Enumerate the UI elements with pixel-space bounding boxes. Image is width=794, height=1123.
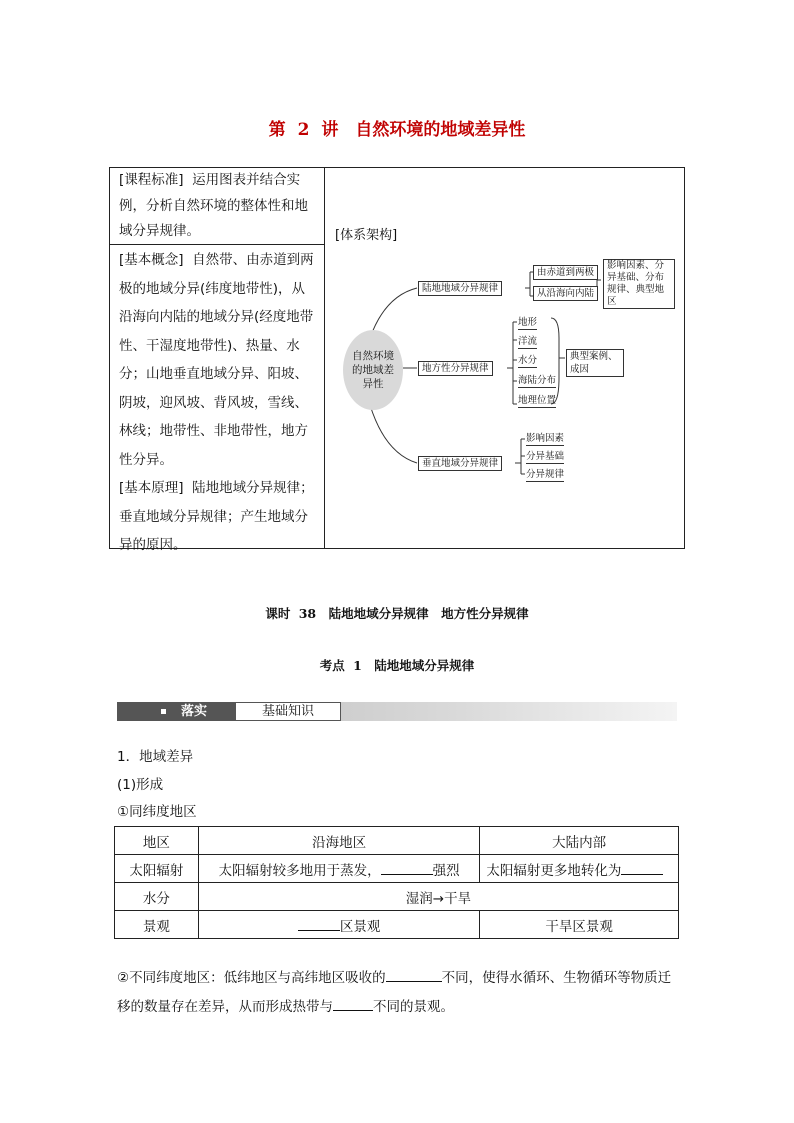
blank-line[interactable] xyxy=(298,917,340,931)
basic-concepts-tag: [基本概念] xyxy=(119,252,184,268)
intro-table xyxy=(109,167,685,553)
row-label-water: 水分 xyxy=(115,883,199,911)
branch-local-zonation: 地方性分异规律 xyxy=(418,361,493,376)
table-row xyxy=(115,855,679,883)
section-heading: 1．地域差异 xyxy=(117,749,194,765)
section-banner xyxy=(117,702,677,721)
basic-principles-tag: [基本原理] xyxy=(119,480,184,496)
cell-inland-radiation xyxy=(480,855,679,883)
sub-water: 水分 xyxy=(518,355,538,366)
basic-principles-text: 陆地地域分异规律；垂直地域分异规律；产生地域分异的原因。 xyxy=(119,480,314,553)
para-part-1: ②不同纬度地区：低纬地区与高纬地区吸收的 xyxy=(117,970,386,986)
bracket-branch2-detail xyxy=(551,318,565,404)
sub-ocean-currents: 洋流 xyxy=(518,336,538,347)
coastal-radiation-tail: 强烈 xyxy=(432,862,460,879)
table-header-cell: 地区 xyxy=(115,827,199,855)
chapter-title: 第 2 讲 自然环境的地域差异性 xyxy=(268,120,526,140)
sub-geographic-location: 地理位置 xyxy=(518,395,557,406)
framework-label: [体系架构] xyxy=(335,228,398,243)
section-subheading: (1)形成 xyxy=(117,777,164,793)
course-standard-tag: [课程标准] xyxy=(119,172,184,188)
sub-differentiation-basis: 分异基础 xyxy=(526,451,565,462)
topic-title: 考点 1 陆地地域分异规律 xyxy=(319,658,475,673)
blank-line[interactable] xyxy=(333,997,373,1011)
cell-coastal-landscape xyxy=(198,911,479,939)
para-part-2: 不同，使得水循环、生物循环等物质迁移的数量存在差异，从而形成热带与 xyxy=(117,970,672,1015)
sub-equator-to-poles: 由赤道到两极 xyxy=(533,265,598,280)
square-bullet-icon xyxy=(161,709,166,714)
concepts-block xyxy=(110,246,324,560)
table-row xyxy=(115,883,679,911)
course-standard-text: 运用图表并结合实例，分析自然环境的整体性和地域分异规律。 xyxy=(119,172,308,239)
sub-terrain: 地形 xyxy=(518,317,538,328)
banner-label: 基础知识 xyxy=(235,702,341,721)
table-header-cell: 大陆内部 xyxy=(480,827,679,855)
banner-tag-block xyxy=(117,702,235,721)
table-header-row xyxy=(115,827,679,855)
blank-line[interactable] xyxy=(381,861,433,875)
basic-concepts-text: 自然带、由赤道到两极的地域分异(纬度地带性)，从沿海向内陆的地域分异(经度地带性、干湿度地带性)、热量、水分；山地垂直地域分异、阳坡、阴坡，迎风坡、背风坡，雪线、林线；地带性、非地带性，地方性分异。 xyxy=(119,252,314,468)
bracket-branch3 xyxy=(515,439,525,474)
sub-coast-to-inland: 从沿海向内陆 xyxy=(533,286,598,301)
cell-coastal-radiation xyxy=(198,855,479,883)
row-label-radiation: 太阳辐射 xyxy=(115,855,199,883)
row-label-landscape: 景观 xyxy=(115,911,199,939)
course-standard xyxy=(110,168,324,245)
sub-differentiation-pattern: 分异规律 xyxy=(526,469,565,480)
mindmap-center-node: 自然环境的地域差异性 xyxy=(343,330,403,410)
bracket-branch1 xyxy=(525,272,533,296)
bracket-branch2 xyxy=(507,322,517,404)
table-header-cell: 沿海地区 xyxy=(198,827,479,855)
branch-vertical-zonation: 垂直地域分异规律 xyxy=(418,456,502,471)
inland-radiation-text: 太阳辐射更多地转化为 xyxy=(486,862,622,879)
sub-land-sea-distribution: 海陆分布 xyxy=(518,375,557,386)
detail-local-zonation: 典型案例、成因 xyxy=(566,349,624,377)
branch-land-zonation: 陆地地域分异规律 xyxy=(418,281,502,296)
framework-panel xyxy=(325,168,684,548)
sub-influencing-factors: 影响因素 xyxy=(526,433,565,444)
intro-left-column xyxy=(110,168,325,553)
paragraph-different-latitudes xyxy=(117,964,682,1022)
blank-line[interactable] xyxy=(386,968,442,982)
comparison-table xyxy=(114,826,679,939)
coastal-radiation-text: 太阳辐射较多地用于蒸发， xyxy=(218,862,381,879)
blank-line[interactable] xyxy=(621,861,663,875)
detail-land-zonation: 影响因素、分异基础、分布规律、典型地区 xyxy=(603,259,675,309)
coastal-landscape-text: 区景观 xyxy=(339,918,381,935)
para-part-3: 不同的景观。 xyxy=(373,999,454,1015)
table-row xyxy=(115,911,679,939)
cell-inland-landscape: 干旱区景观 xyxy=(480,911,679,939)
connector-branch3 xyxy=(370,405,417,463)
item-same-latitude: ①同纬度地区 xyxy=(117,804,197,820)
banner-tag: 落实 xyxy=(181,704,208,719)
lesson-title: 课时 38 陆地地域分异规律 地方性分异规律 xyxy=(265,606,529,621)
cell-water-gradient: 湿润→干旱 xyxy=(198,883,678,911)
